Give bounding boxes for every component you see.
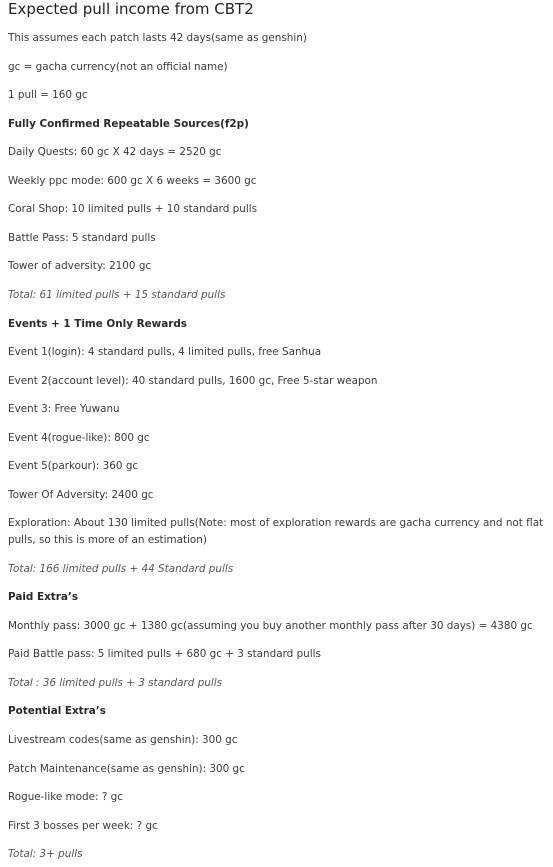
section-heading-potential: Potential Extra’s — [8, 705, 106, 717]
section-total: Total: 61 limited pulls + 15 standard pulls — [8, 289, 226, 301]
list-item: Paid Battle pass: 5 limited pulls + 680 gc + 3 standard pulls — [8, 648, 321, 660]
list-item: Event 4(rogue-like): 800 gc — [8, 432, 150, 444]
section-heading-paid: Paid Extra’s — [8, 591, 78, 603]
intro-line: This assumes each patch lasts 42 days(same as genshin) — [8, 32, 307, 44]
list-item: Event 1(login): 4 standard pulls, 4 limited pulls, free Sanhua — [8, 346, 322, 358]
intro-line: 1 pull = 160 gc — [8, 89, 88, 101]
page-title: Expected pull income from CBT2 — [8, 0, 254, 18]
list-item: Monthly pass: 3000 gc + 1380 gc(assuming you buy another monthly pass after 30 days) = 4380 gc — [8, 620, 533, 632]
list-item: Weekly ppc mode: 600 gc X 6 weeks = 3600 gc — [8, 175, 257, 187]
list-item: Event 5(parkour): 360 gc — [8, 460, 139, 472]
list-item: Rogue-like mode: ? gc — [8, 791, 123, 803]
list-item: Livestream codes(same as genshin): 300 gc — [8, 734, 238, 746]
section-heading-events: Events + 1 Time Only Rewards — [8, 318, 187, 330]
list-item: Tower of adversity: 2100 gc — [8, 260, 152, 272]
list-item: Battle Pass: 5 standard pulls — [8, 232, 156, 244]
section-total: Total: 166 limited pulls + 44 Standard pulls — [8, 563, 234, 575]
intro-line: gc = gacha currency(not an official name) — [8, 61, 228, 73]
section-heading-f2p: Fully Confirmed Repeatable Sources(f2p) — [8, 118, 249, 130]
list-item: Event 2(account level): 40 standard pulls, 1600 gc, Free 5-star weapon — [8, 375, 378, 387]
list-item: Event 3: Free Yuwanu — [8, 403, 120, 415]
list-item: First 3 bosses per week: ? gc — [8, 820, 158, 832]
list-item: Patch Maintenance(same as genshin): 300 gc — [8, 763, 245, 775]
section-total: Total: 3+ pulls — [8, 848, 83, 860]
list-item: Daily Quests: 60 gc X 42 days = 2520 gc — [8, 146, 222, 158]
list-item: Tower Of Adversity: 2400 gc — [8, 489, 154, 501]
list-item: Exploration: About 130 limited pulls(Note: most of exploration rewards are gacha currency and not flat pulls, so this is more of an estimation) — [8, 517, 544, 546]
list-item: Coral Shop: 10 limited pulls + 10 standard pulls — [8, 203, 258, 215]
section-total: Total : 36 limited pulls + 3 standard pulls — [8, 677, 223, 689]
